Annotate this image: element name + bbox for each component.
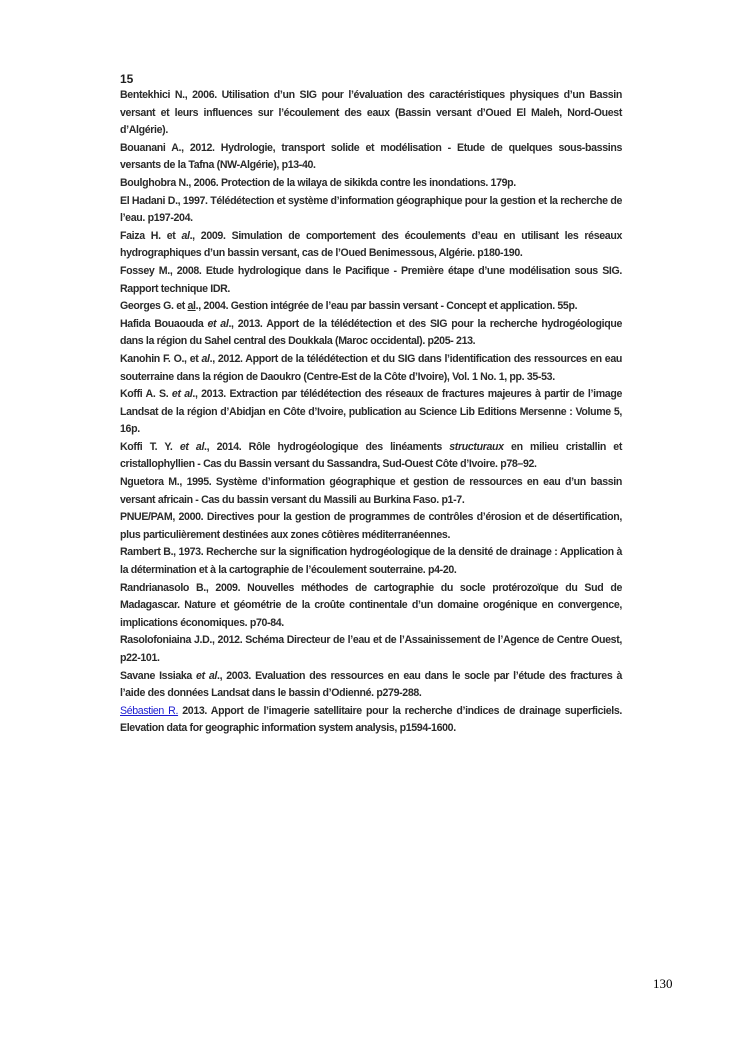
reference-text: en milieu cristallin et cristallophyllien - Cas du Bassin versant du Sassandra, Sud-Ouest Côte d’Ivoire. p78–92. (120, 440, 622, 471)
reference-entry (120, 87, 622, 140)
reference-entry (120, 632, 622, 667)
reference-text: Hafida Bouaouda (120, 317, 208, 330)
reference-text: El Hadani D., 1997. Télédétection et système d’information géographique pour la gestion et la recherche de l’eau. p197-204. (120, 194, 622, 225)
reference-entry (120, 140, 622, 175)
reference-text: Savane Issiaka (120, 669, 197, 682)
reference-entry (120, 386, 622, 439)
italic-text: et al (179, 440, 205, 453)
reference-entry (120, 228, 622, 263)
reference-text: ., 2014. Rôle hydrogéologique des linéaments (204, 440, 450, 453)
reference-text: Nguetora M., 1995. Système d’information géographique et gestion de ressources en eau d’un bassin versant africain - Cas du bassin versant du Massili au Burkina Faso. p1-7. (120, 476, 622, 506)
reference-text: ., 2003. Evaluation des ressources en eau dans le socle par l’étude des fractures à l’aide des données Landsat dans le bassin d’Odienné. p279-288. (120, 669, 622, 700)
reference-text: Kanohin F. O., et (120, 352, 202, 365)
reference-entry (120, 509, 622, 544)
reference-text: Randrianasolo B., 2009. Nouvelles méthodes de cartographie du socle protérozoïque du Sud de Madagascar. Nature et géométrie de la croûte continentale d’un domaine orogénique en convergence, implications économiques. p70-84. (120, 581, 622, 629)
reference-text: 2013. Apport de l’imagerie satellitaire pour la recherche d’indices de drainage superficiels. Elevation data for geographic information system analysis, p1594-1600. (120, 704, 622, 735)
reference-text: ., 2013. Extraction par télédétection des réseaux de fractures majeures à partir de l’image Landsat de la région d’Abidjan en Côte d’Ivoire, publication au Science Lib Editions Mersenne : Volume 5, 16p. (120, 388, 622, 436)
reference-text: Fossey M., 2008. Etude hydrologique dans le Pacifique - Première étape d’une modélisation sous SIG. Rapport technique IDR. (120, 264, 622, 295)
reference-entry (120, 175, 622, 193)
reference-text: Faiza H. et (120, 229, 182, 242)
reference-entry (120, 351, 622, 386)
reference-entry (120, 668, 622, 703)
reference-text: ., 2013. Apport de la télédétection et des SIG pour la recherche hydrogéologique dans la région du Sahel central des Doukkala (Maroc occidental). p205- 213. (120, 317, 623, 348)
italic-text: al (181, 229, 190, 242)
reference-text: PNUE/PAM, 2000. Directives pour la gestion de programmes de contrôles d’érosion et de désertification, plus particulièrement destinées aux zones côtières méditerranéennes. (120, 511, 622, 541)
italic-text: et al (196, 669, 217, 682)
reference-list (120, 87, 622, 738)
reference-text: Boulghobra N., 2006. Protection de la wilaya de sikikda contre les inondations. 179p. (120, 176, 516, 189)
references-section (120, 72, 622, 738)
reference-text: Georges G. et (120, 300, 188, 313)
reference-entry (120, 580, 622, 633)
reference-text: Rambert B., 1973. Recherche sur la signification hydrogéologique de la densité de drainage : Application à la détermination et à la cartographie de l’écoulement souterraine. p4-20. (120, 546, 622, 577)
reference-text: ., 2004. Gestion intégrée de l’eau par bassin versant - Concept et application. 55p. (195, 300, 578, 313)
reference-text: Koffi T. Y. (120, 440, 180, 453)
italic-text: structuraux (449, 440, 504, 453)
reference-entry (120, 474, 622, 509)
reference-entry (120, 544, 622, 579)
reference-entry (120, 703, 622, 738)
section-number: 15 (120, 72, 134, 86)
reference-entry (120, 316, 622, 351)
reference-text: Bentekhici N., 2006. Utilisation d’un SIG pour l’évaluation des caractéristiques physiques d’un Bassin versant et leurs influences sur l’écoulement des eaux (Bassin versant d’Oued El Maleh, Nord-Ouest d’Algérie). (120, 89, 622, 137)
reference-text: ., 2012. Apport de la télédétection et du SIG dans l’identification des ressources en eau souterraine dans la région de Daoukro (Centre-Est de la Côte d’Ivoire), Vol. 1 No. 1, pp. 35-53. (120, 352, 622, 383)
italic-text: et al (207, 317, 229, 330)
italic-text: et al (171, 388, 193, 401)
reference-entry (120, 193, 622, 228)
author-link[interactable]: Sébastien R. (120, 704, 179, 717)
reference-text: Bouanani A., 2012. Hydrologie, transport solide et modélisation - Etude de quelques sous-bassins versants de la Tafna (NW-Algérie), p13-40. (120, 141, 622, 172)
reference-entry (120, 439, 622, 474)
page-number: 130 (653, 976, 673, 991)
reference-entry (120, 263, 622, 298)
reference-text: ., 2009. Simulation de comportement des écoulements d’eau en utilisant les réseaux hydrographiques d’un bassin versant, cas de l’Oued Benimessous, Algérie. p180-190. (120, 229, 622, 260)
underlined-text: al (187, 300, 196, 313)
reference-text: Koffi A. S. (120, 388, 172, 401)
italic-text: al (201, 352, 210, 365)
reference-text: Rasolofoniaina J.D., 2012. Schéma Directeur de l’eau et de l’Assainissement de l’Agence de Centre Ouest, p22-101. (120, 634, 622, 664)
reference-entry (120, 298, 622, 316)
